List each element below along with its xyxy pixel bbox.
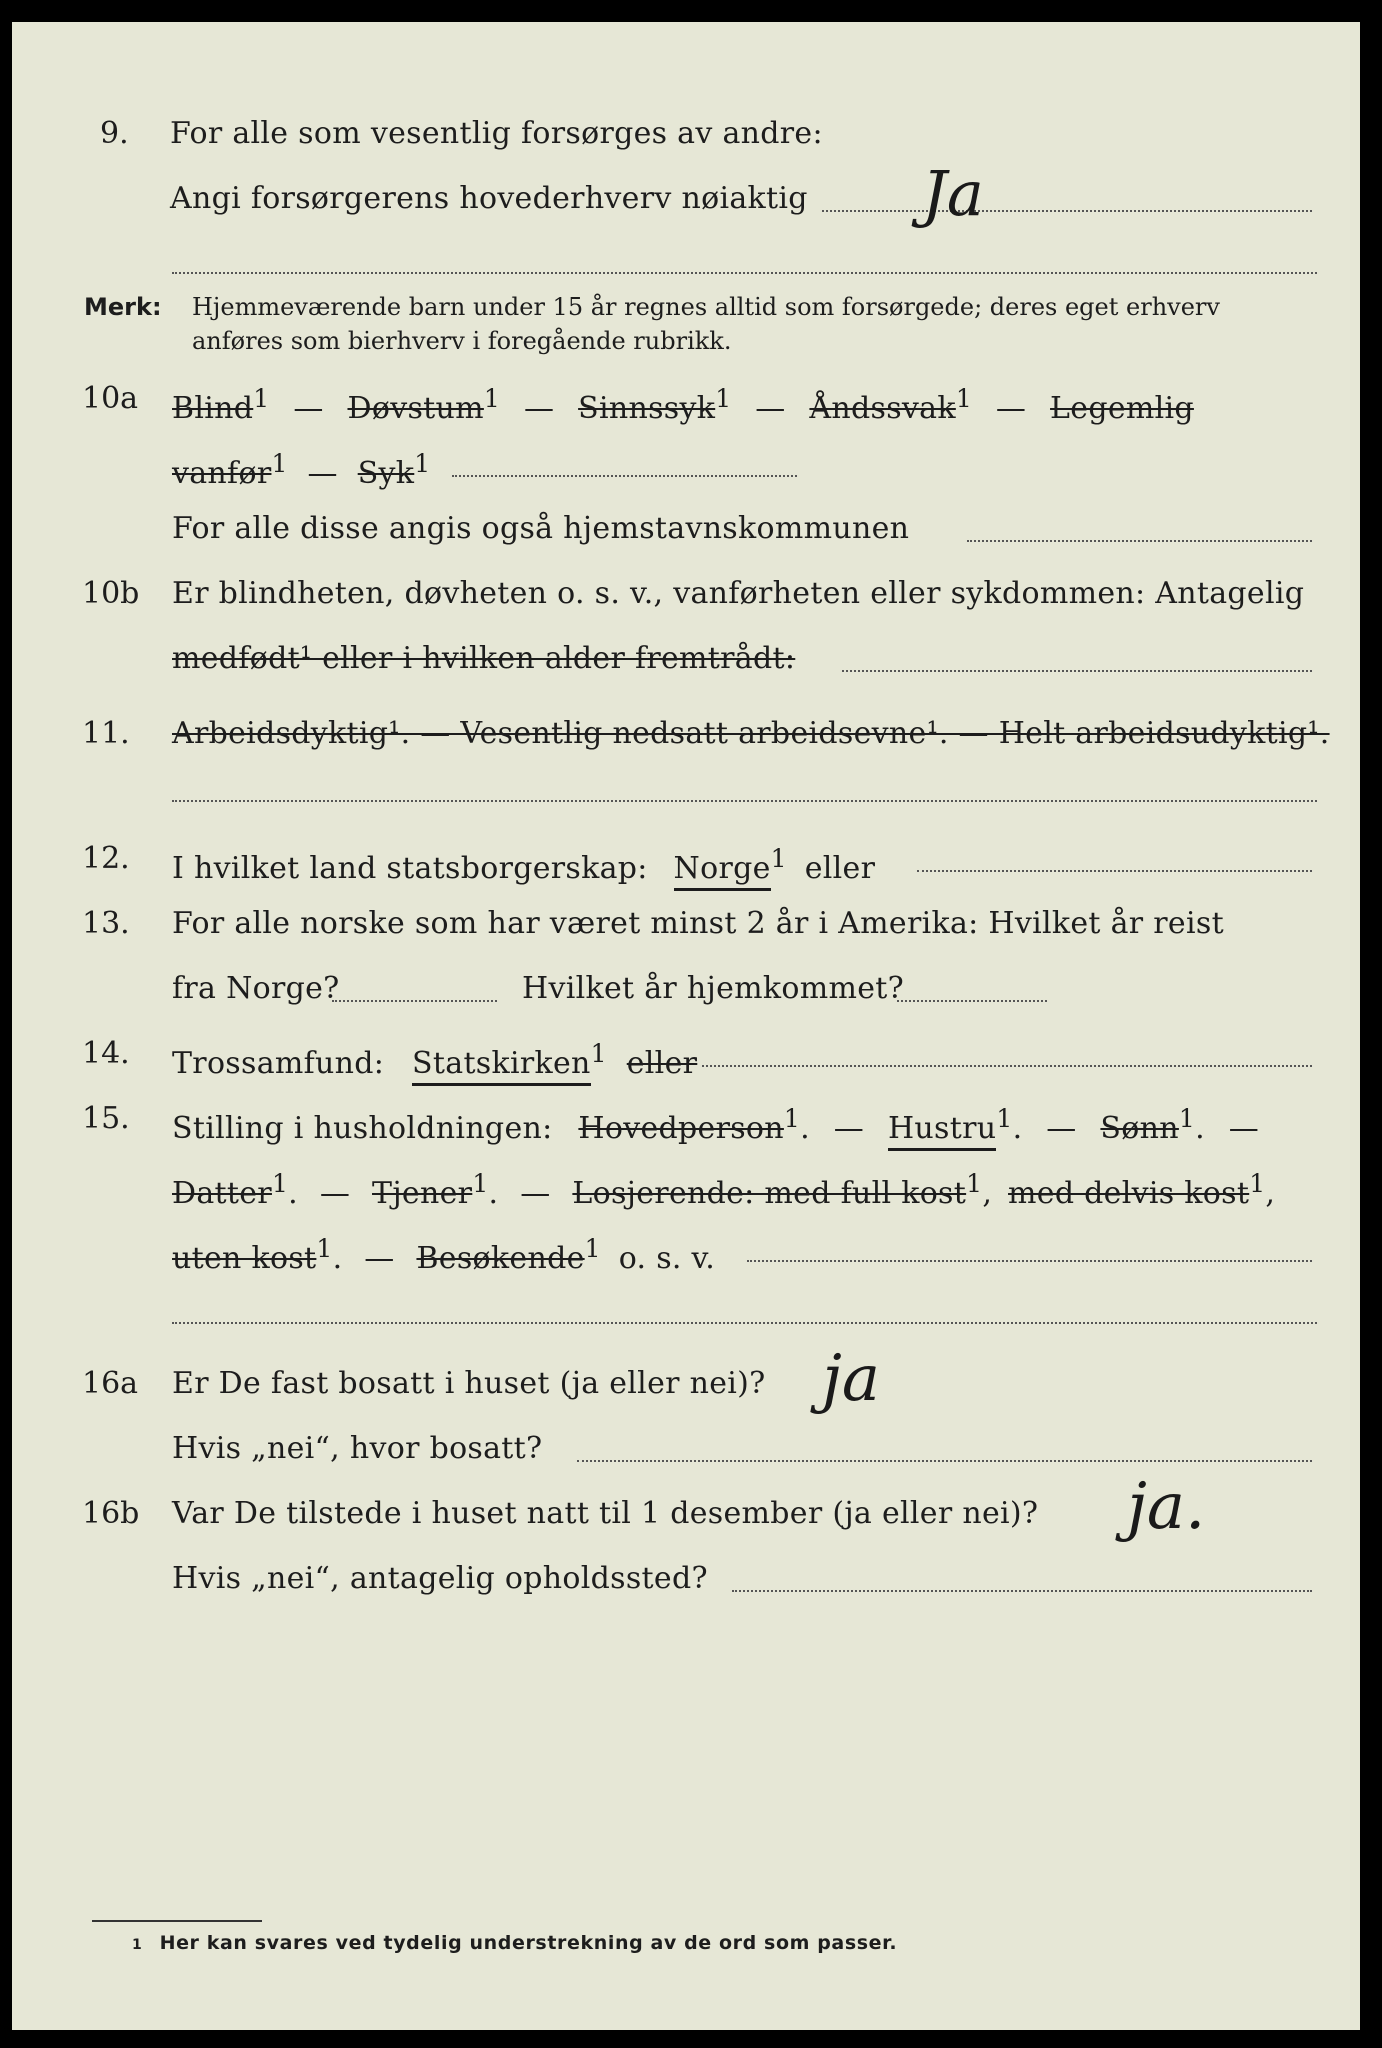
q11-row xyxy=(12,712,1360,762)
q16b-line1: Var De tilstede i huset natt til 1 desember (ja eller nei)? xyxy=(172,1496,1039,1531)
merk-line2: anføres som bierhverv i foregående rubrikk. xyxy=(192,327,732,355)
q14-row xyxy=(12,1032,1360,1082)
q16b-answer-line xyxy=(732,1590,1312,1592)
q16a-answer-line xyxy=(577,1460,1312,1462)
q15-line1: Stilling i husholdningen: Hovedperson$^1$. — Hustru$^1$. — Sønn$^1$. — xyxy=(172,1097,1259,1151)
q11-separator xyxy=(172,800,1317,802)
q10a-options-line1: Blind$^1$ — Døvstum$^1$ — Sinnssyk$^1$ — Åndssvak$^1$ — Legemlig xyxy=(172,384,1194,426)
q12-answer-line xyxy=(917,870,1312,872)
q9-number: 9. xyxy=(100,116,129,151)
q15-row3 xyxy=(12,1227,1360,1277)
q16a-line2: Hvis „nei“, hvor bosatt? xyxy=(172,1431,543,1466)
q16b-handwritten-answer: ja. xyxy=(1127,1470,1206,1544)
q10a-line2-dots xyxy=(452,475,797,477)
q16a-number: 16a xyxy=(82,1366,139,1401)
q16b-line2: Hvis „nei“, antagelig opholdssted? xyxy=(172,1561,708,1596)
q13-row2 xyxy=(12,967,1360,1017)
census-form-page xyxy=(12,22,1360,2030)
q10b-row1 xyxy=(12,572,1360,622)
merk-note xyxy=(12,290,1360,360)
q13-line1: For alle norske som har været minst 2 år i Amerika: Hvilket år reist xyxy=(172,906,1224,941)
q15-answer-line xyxy=(747,1260,1312,1262)
q13-hjemkommet-line xyxy=(897,1000,1047,1002)
q10b-row2 xyxy=(12,637,1360,687)
q10b-number: 10b xyxy=(82,576,140,611)
q13-line2b: Hvilket år hjemkommet? xyxy=(522,971,905,1006)
q14-answer-line xyxy=(702,1065,1312,1067)
q13-number: 13. xyxy=(82,906,130,941)
q16b-row2 xyxy=(12,1557,1360,1607)
q11-number: 11. xyxy=(82,716,130,751)
q16b-number: 16b xyxy=(82,1496,140,1531)
q10a-row1 xyxy=(12,377,1360,427)
q10b-answer-line xyxy=(842,670,1312,672)
footnote: 1 Her kan svares ved tydelig understrekning av de ord som passer. xyxy=(132,1932,898,1954)
q15-row1 xyxy=(12,1097,1360,1147)
q15-line2: Datter$^1$. — Tjener$^1$. — Losjerende: med full kost$^1$, med delvis kost$^1$, xyxy=(172,1169,1276,1211)
q14-number: 14. xyxy=(82,1036,130,1071)
q16b-row1 xyxy=(12,1470,1360,1544)
q10a-hjemstavn: For alle disse angis også hjemstavnskommunen xyxy=(172,511,910,546)
merk-line1: Hjemmeværende barn under 15 år regnes alltid som forsørgede; deres eget erhverv xyxy=(192,293,1220,321)
q10a-row3 xyxy=(12,507,1360,557)
q15-number: 15. xyxy=(82,1101,130,1136)
q15-hustru-underlined: Hustru xyxy=(888,1111,996,1151)
q10a-row2 xyxy=(12,442,1360,492)
q9-line1: For alle som vesentlig forsørges av andre: xyxy=(170,116,823,151)
q10b-line1: Er blindheten, døvheten o. s. v., vanførheten eller sykdommen: Antagelig xyxy=(172,576,1305,611)
footnote-rule xyxy=(92,1920,262,1922)
q12-norge-underlined: Norge xyxy=(674,851,771,891)
q10b-line2: medfødt¹ eller i hvilken alder fremtrådt: xyxy=(172,641,796,676)
q10a-options-line2: vanfør$^1$ — Syk$^1$ xyxy=(172,449,431,491)
q9-row2 xyxy=(12,157,1360,230)
q15-row2 xyxy=(12,1162,1360,1212)
q12-number: 12. xyxy=(82,841,130,876)
q9-row xyxy=(12,112,1360,162)
q12-row xyxy=(12,837,1360,887)
q16a-handwritten-answer: ja xyxy=(822,1342,880,1416)
merk-label: Merk: xyxy=(84,293,162,321)
q9-answer-line xyxy=(822,210,1312,212)
q14-statskirken-underlined: Statskirken xyxy=(412,1046,591,1086)
q13-row1 xyxy=(12,902,1360,952)
q16a-row1 xyxy=(12,1342,1360,1416)
q9-handwritten-answer: Ja xyxy=(922,157,984,230)
q10a-number: 10a xyxy=(82,381,139,416)
q14-text: Trossamfund: Statskirken$^1$ eller xyxy=(172,1032,697,1086)
q15-separator xyxy=(172,1322,1317,1324)
q11-line1: Arbeidsdyktig¹. — Vesentlig nedsatt arbeidsevne¹. — Helt arbeidsudyktig¹. xyxy=(172,716,1330,751)
q9-line2: Angi forsørgerens hovederhverv nøiaktig xyxy=(170,181,808,216)
q10a-hjemstavn-line xyxy=(967,540,1312,542)
q15-line3: uten kost$^1$. — Besøkende$^1$ o. s. v. xyxy=(172,1234,716,1276)
q13-reist-line xyxy=(332,1000,497,1002)
q12-text: I hvilket land statsborgerskap: Norge$^1$ eller xyxy=(172,837,875,891)
q16a-line1: Er De fast bosatt i huset (ja eller nei)? xyxy=(172,1366,766,1401)
q13-line2a: fra Norge? xyxy=(172,971,340,1006)
q9-separator xyxy=(172,272,1317,274)
